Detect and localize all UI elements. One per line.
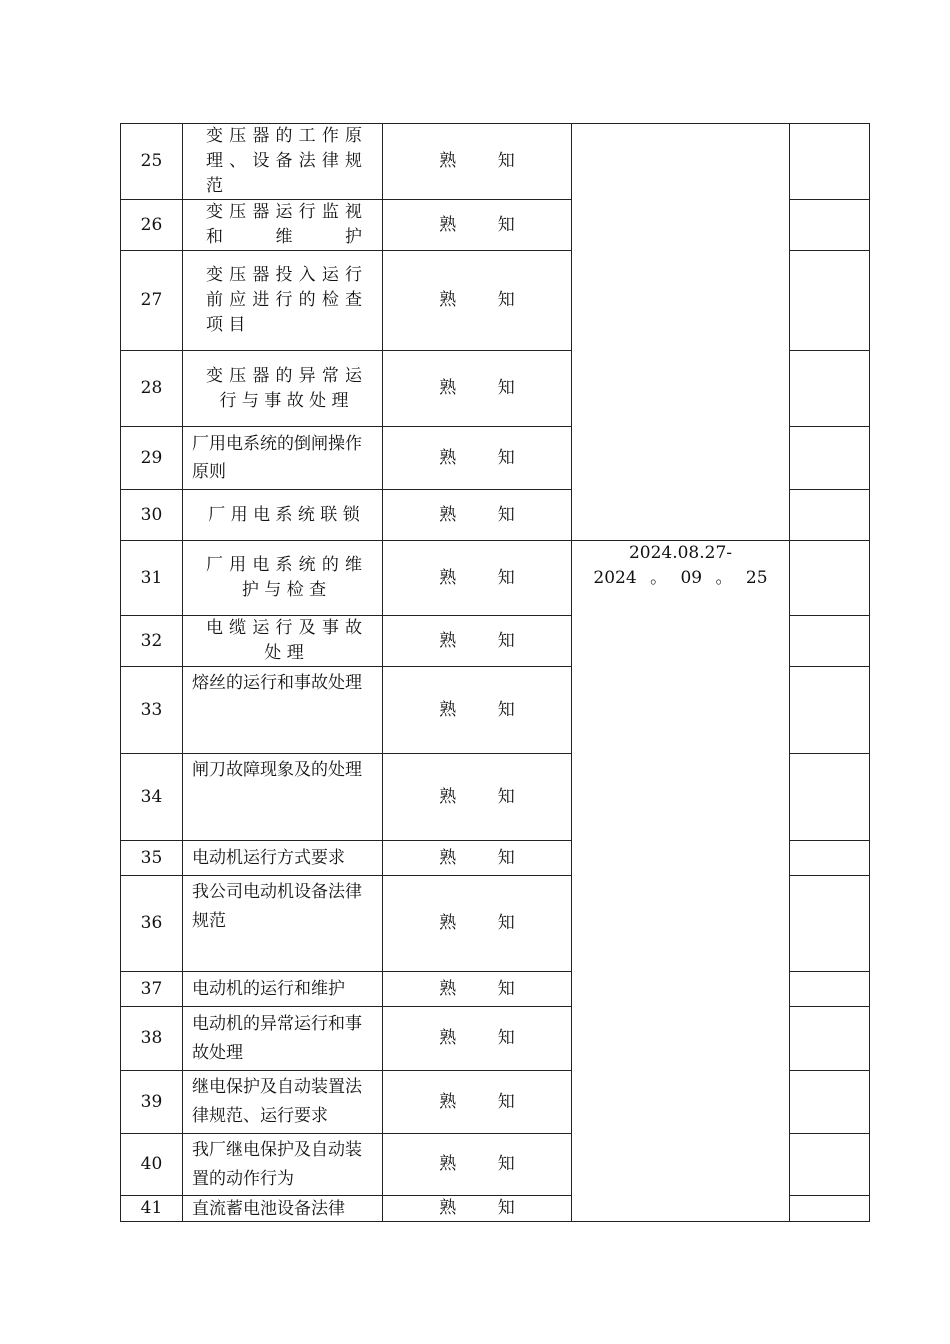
requirement-cell: [383, 972, 572, 1007]
requirement-text: 熟 知: [439, 214, 533, 235]
topic-cell: 电动机的异常运行和事故处理: [183, 1007, 383, 1071]
topic-cell: [183, 541, 383, 616]
remark-cell: [790, 616, 870, 667]
row-number: 39: [121, 1071, 183, 1134]
requirement-text: 熟 知: [439, 1091, 533, 1112]
remark-cell: [790, 200, 870, 251]
row-number: 34: [121, 754, 183, 841]
requirement-cell: [383, 616, 572, 667]
topic-cell: 继电保护及自动装置法律规范、运行要求: [183, 1071, 383, 1134]
remark-cell: [790, 1071, 870, 1134]
row-number: 31: [121, 541, 183, 616]
requirement-cell: [383, 667, 572, 754]
requirement-text: 熟 知: [439, 978, 533, 999]
remark-cell: [790, 351, 870, 427]
date-cell-empty: [572, 124, 790, 541]
row-number: 38: [121, 1007, 183, 1071]
row-number: 41: [121, 1196, 183, 1222]
row-number: 33: [121, 667, 183, 754]
topic-text: 变 压 器 的 工 作 原 理 、 设 备 法 律 规 范: [206, 126, 362, 196]
topic-cell: 闸刀故障现象及的处理: [183, 754, 383, 841]
remark-cell: [790, 1007, 870, 1071]
row-number: 37: [121, 972, 183, 1007]
row-number: 32: [121, 616, 183, 667]
row-number: 27: [121, 251, 183, 351]
topic-cell: 熔丝的运行和事故处理: [183, 667, 383, 754]
topic-text: 变 压 器 的 异 常 运 行 与 事 故 处 理: [206, 365, 362, 411]
requirement-cell: [383, 490, 572, 541]
requirement-cell: [383, 251, 572, 351]
remark-cell: [790, 251, 870, 351]
topic-cell: [183, 616, 383, 667]
topic-cell: [183, 251, 383, 351]
date-cell: [572, 541, 790, 1222]
topic-text: 厂 用 电 系 统 联 锁: [208, 504, 360, 525]
requirement-cell: [383, 124, 572, 200]
remark-cell: [790, 841, 870, 876]
row-number: 40: [121, 1134, 183, 1196]
row-number: 30: [121, 490, 183, 541]
remark-cell: [790, 124, 870, 200]
topic-text: 电 缆 运 行 及 事 故 处 理: [206, 618, 362, 663]
topic-cell: 电动机的运行和维护: [183, 972, 383, 1007]
requirement-cell: [383, 1071, 572, 1134]
requirement-text: 熟 知: [439, 699, 533, 720]
requirement-cell: [383, 1196, 572, 1222]
remark-cell: [790, 1134, 870, 1196]
training-schedule-table: [120, 123, 870, 1222]
row-number: 26: [121, 200, 183, 251]
remark-cell: [790, 667, 870, 754]
topic-cell: 直流蓄电池设备法律: [183, 1196, 383, 1222]
requirement-text: 熟 知: [439, 1198, 533, 1218]
date-end: 2024 。 09 。 25: [593, 568, 768, 588]
requirement-text: 熟 知: [439, 151, 533, 171]
topic-cell: 我厂继电保护及自动装置的动作行为: [183, 1134, 383, 1196]
remark-cell: [790, 427, 870, 490]
requirement-text: 熟 知: [439, 504, 533, 525]
row-number: 28: [121, 351, 183, 427]
requirement-cell: [383, 351, 572, 427]
topic-cell: [183, 490, 383, 541]
requirement-text: 熟 知: [439, 378, 533, 398]
row-number: 25: [121, 124, 183, 200]
requirement-text: 熟 知: [439, 1154, 533, 1174]
topic-cell: 厂用电系统的倒闸操作原则: [183, 427, 383, 490]
requirement-text: 熟 知: [439, 630, 533, 651]
remark-cell: [790, 754, 870, 841]
topic-cell: 我公司电动机设备法律规范: [183, 876, 383, 972]
topic-cell: [183, 200, 383, 251]
row-number: 29: [121, 427, 183, 490]
requirement-text: 熟 知: [439, 567, 533, 588]
requirement-cell: [383, 1007, 572, 1071]
topic-text: 变 压 器 运 行 监 视 和 维 护: [206, 202, 362, 247]
requirement-cell: [383, 427, 572, 490]
remark-cell: [790, 541, 870, 616]
requirement-text: 熟 知: [439, 1028, 533, 1048]
requirement-cell: [383, 1134, 572, 1196]
topic-cell: [183, 124, 383, 200]
requirement-text: 熟 知: [439, 447, 533, 468]
requirement-text: 熟 知: [439, 786, 533, 807]
topic-cell: [183, 351, 383, 427]
remark-cell: [790, 490, 870, 541]
topic-text: 厂 用 电 系 统 的 维 护 与 检 查: [206, 555, 362, 600]
row-number: 35: [121, 841, 183, 876]
remark-cell: [790, 876, 870, 972]
requirement-cell: [383, 841, 572, 876]
topic-text: 变 压 器 投 入 运 行 前 应 进 行 的 检 查 项 目: [206, 265, 362, 335]
requirement-cell: [383, 876, 572, 972]
requirement-cell: [383, 754, 572, 841]
table-row: [121, 541, 870, 616]
date-start: 2024.08.27-: [628, 543, 733, 563]
requirement-text: 熟 知: [439, 847, 533, 868]
topic-cell: 电动机运行方式要求: [183, 841, 383, 876]
remark-cell: [790, 1196, 870, 1222]
table-row: [121, 124, 870, 200]
requirement-cell: [383, 200, 572, 251]
requirement-text: 熟 知: [439, 913, 533, 933]
requirement-text: 熟 知: [439, 290, 533, 310]
requirement-cell: [383, 541, 572, 616]
row-number: 36: [121, 876, 183, 972]
remark-cell: [790, 972, 870, 1007]
